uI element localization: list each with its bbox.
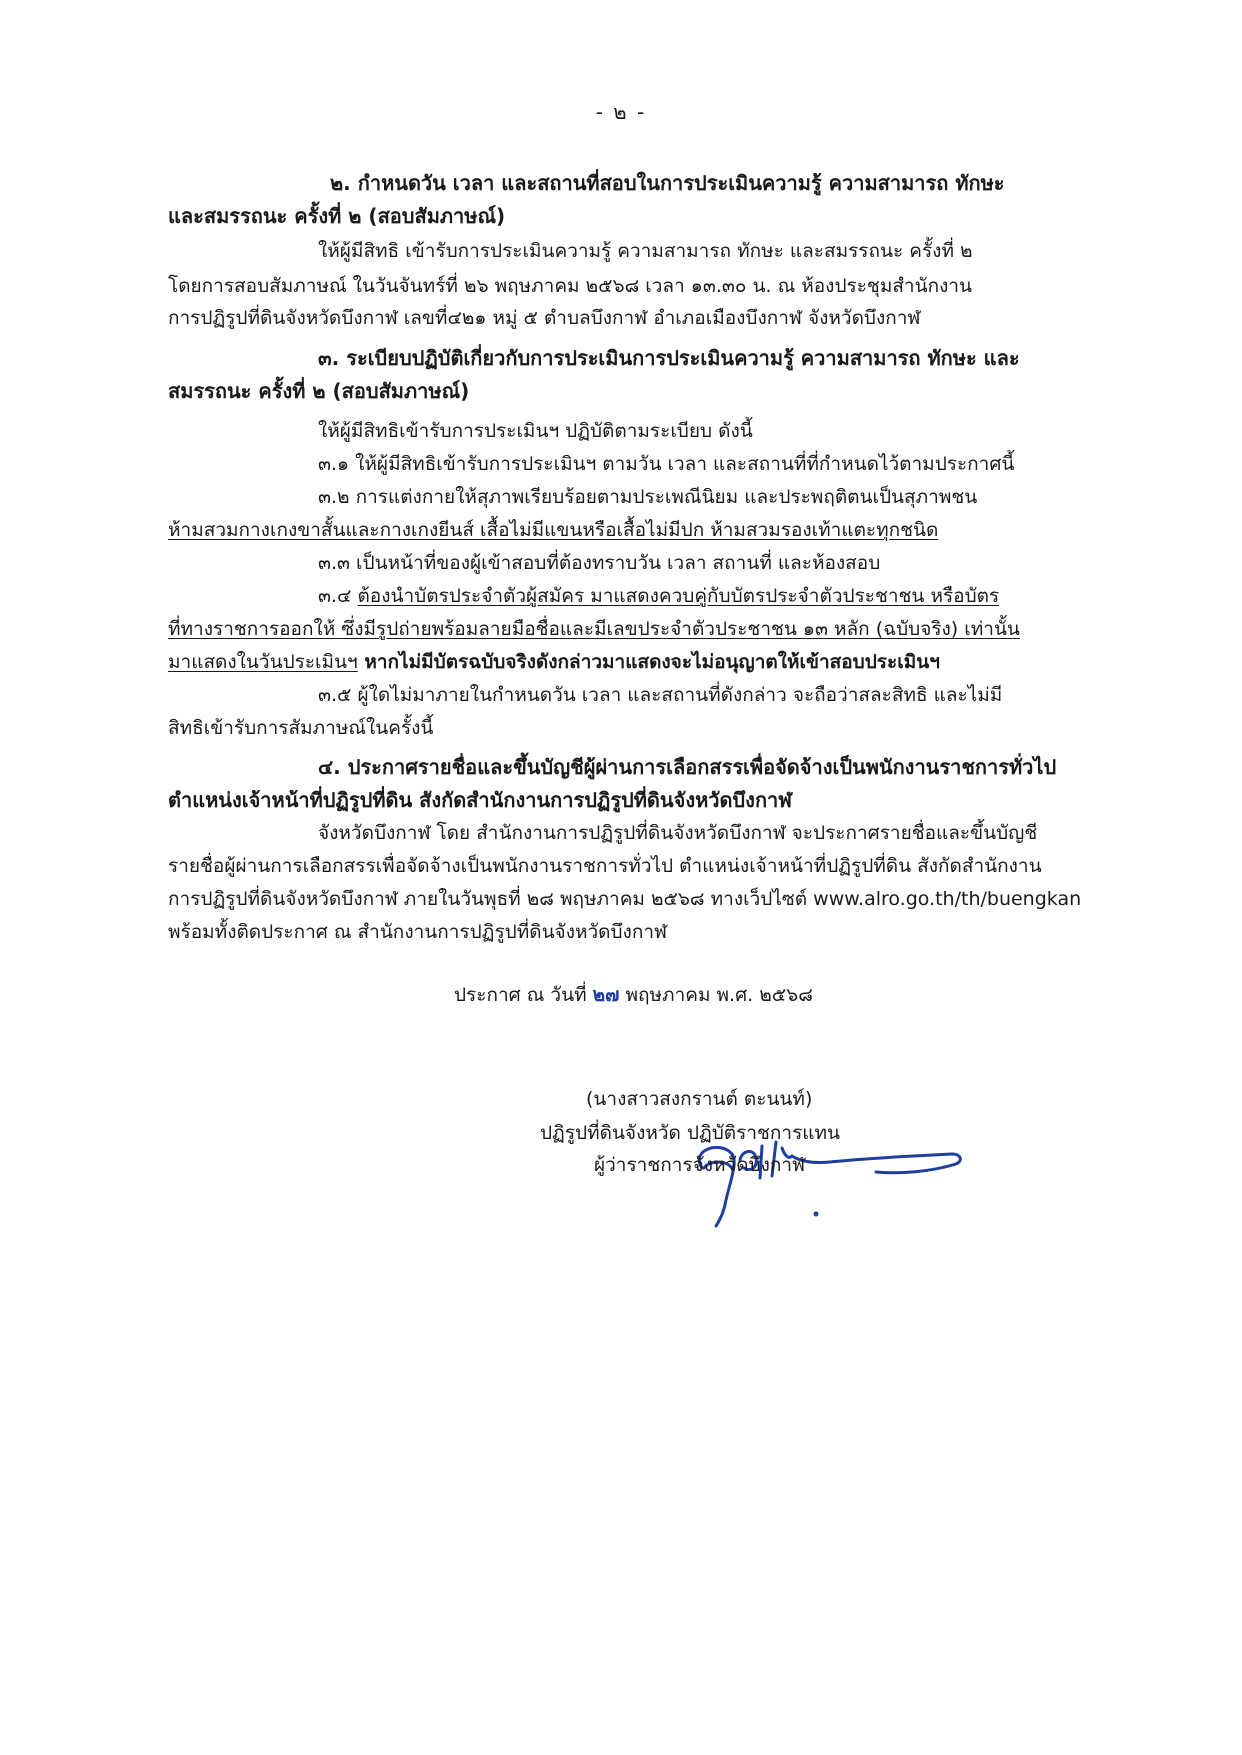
- section3-intro: ให้ผู้มีสิทธิเข้ารับการประเมินฯ ปฏิบัติตามระเบียบ ดังนี้: [318, 420, 753, 442]
- section3-item2-line1: ๓.๒ การแต่งกายให้สุภาพเรียบร้อยตามประเพณีนิยม และประพฤติตนเป็นสุภาพชน: [318, 486, 978, 508]
- announcement-prefix: ประกาศ ณ วันที่: [454, 984, 587, 1006]
- signatory-position-line2: ผู้ว่าราชการจังหวัดบึงกาฬ: [594, 1154, 806, 1176]
- section4-heading-line1: ๔. ประกาศรายชื่อและขึ้นบัญชีผู้ผ่านการเลือกสรรเพื่อจัดจ้างเป็นพนักงานราชการทั่วไป: [318, 755, 1057, 779]
- section3-item4-line3: [168, 647, 940, 677]
- section2-body-line2: โดยการสอบสัมภาษณ์ ในวันจันทร์ที่ ๒๖ พฤษภาคม ๒๕๖๘ เวลา ๑๓.๓๐ น. ณ ห้องประชุมสำนักงาน: [168, 275, 973, 297]
- section3-item1: ๓.๑ ให้ผู้มีสิทธิเข้ารับการประเมินฯ ตามวัน เวลา และสถานที่ที่กำหนดไว้ตามประกาศนี้: [318, 453, 1015, 475]
- section3-item4-line2: ที่ทางราชการออกให้ ซึ่งมีรูปถ่ายพร้อมลายมือชื่อและมีเลขประจำตัวประชาชน ๑๓ หลัก (ฉบับจริง) เท่านั้น: [168, 618, 1020, 640]
- section2-heading-line2: และสมรรถนะ ครั้งที่ ๒ (สอบสัมภาษณ์): [168, 204, 506, 228]
- section4-body-line4: พร้อมทั้งติดประกาศ ณ สำนักงานการปฏิรูปที่ดินจังหวัดบึงกาฬ: [168, 921, 668, 943]
- page-number: - ๒ -: [595, 100, 647, 124]
- section4-body-line3: การปฏิรูปที่ดินจังหวัดบึงกาฬ ภายในวันพุธที่ ๒๘ พฤษภาคม ๒๕๖๘ ทางเว็ปไซต์ www.alro.go.th/th/buengkan: [168, 888, 1082, 910]
- announcement-date: [454, 980, 813, 1010]
- section3-item4-line1: [318, 581, 999, 611]
- section2-body-line1: ให้ผู้มีสิทธิ เข้ารับการประเมินความรู้ ความสามารถ ทักษะ และสมรรถนะ ครั้งที่ ๒: [318, 240, 973, 262]
- section3-item4-text: ต้องนำบัตรประจำตัวผู้สมัคร มาแสดงควบคู่กับบัตรประจำตัวประชาชน หรือบัตร: [357, 585, 1000, 607]
- section4-body-line1: จังหวัดบึงกาฬ โดย สำนักงานการปฏิรูปที่ดินจังหวัดบึงกาฬ จะประกาศรายชื่อและขึ้นบัญชี: [318, 822, 1038, 844]
- signatory-position-line1: ปฏิรูปที่ดินจังหวัด ปฏิบัติราชการแทน: [540, 1122, 841, 1144]
- signatory-name: (นางสาวสงกรานต์ ตะนนท์): [586, 1088, 813, 1110]
- section2-body-line3: การปฏิรูปที่ดินจังหวัดบึงกาฬ เลขที่๔๒๑ หมู่ ๕ ตำบลบึงกาฬ อำเภอเมืองบึงกาฬ จังหวัดบึงกาฬ: [168, 307, 921, 329]
- section4-heading-line2: ตำแหน่งเจ้าหน้าที่ปฏิรูปที่ดิน สังกัดสำนักงานการปฏิรูปที่ดินจังหวัดบึงกาฬ: [168, 788, 792, 812]
- section3-heading-line1: ๓. ระเบียบปฏิบัติเกี่ยวกับการประเมินการประเมินความรู้ ความสามารถ ทักษะ และ: [318, 346, 1020, 370]
- section3-item3: ๓.๓ เป็นหน้าที่ของผู้เข้าสอบที่ต้องทราบวัน เวลา สถานที่ และห้องสอบ: [318, 552, 881, 574]
- section3-item4-underlined: มาแสดงในวันประเมินฯ: [168, 651, 358, 673]
- section3-item2-line2: ห้ามสวมกางเกงขาสั้นและกางเกงยีนส์ เสื้อไม่มีแขนหรือเสื้อไม่มีปก ห้ามสวมรองเท้าแตะทุกชนิด: [168, 519, 939, 541]
- section4-body-line2: รายชื่อผู้ผ่านการเลือกสรรเพื่อจัดจ้างเป็นพนักงานราชการทั่วไป ตำแหน่งเจ้าหน้าที่ปฏิรูปที่ดิน สังกัดสำนักงาน: [168, 855, 1042, 877]
- section3-item4-prefix: ๓.๔: [318, 585, 358, 607]
- section3-item5-line2: สิทธิเข้ารับการสัมภาษณ์ในครั้งนี้: [168, 717, 434, 739]
- section3-item5-line1: ๓.๕ ผู้ใดไม่มาภายในกำหนดวัน เวลา และสถานที่ดังกล่าว จะถือว่าสละสิทธิ และไม่มี: [318, 684, 1003, 706]
- section3-heading-line2: สมรรถนะ ครั้งที่ ๒ (สอบสัมภาษณ์): [168, 379, 470, 403]
- announcement-suffix: พฤษภาคม พ.ศ. ๒๕๖๘: [625, 984, 813, 1006]
- announcement-day: ๒๗: [592, 984, 620, 1006]
- section3-item4-bold: หากไม่มีบัตรฉบับจริงดังกล่าวมาแสดงจะไม่อนุญาตให้เข้าสอบประเมินฯ: [357, 651, 940, 673]
- section2-heading-line1: ๒. กำหนดวัน เวลา และสถานที่สอบในการประเมินความรู้ ความสามารถ ทักษะ: [330, 171, 1005, 195]
